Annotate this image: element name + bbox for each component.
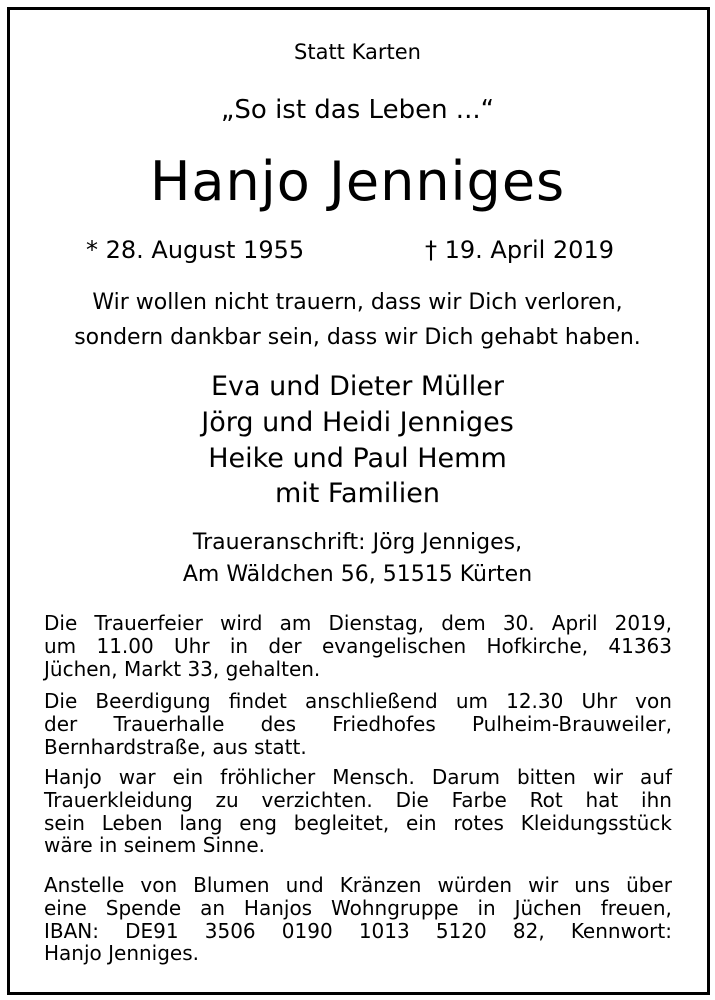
word: eng [239, 810, 277, 835]
word: wir [592, 765, 624, 789]
word: des [260, 711, 297, 736]
burial-paragraph [44, 690, 672, 758]
word: Trauerhalle [113, 711, 225, 736]
death-date: † 19. April 2019 [425, 236, 614, 264]
word: Die [395, 787, 429, 812]
word: 5120 [435, 918, 487, 943]
word: verzichten. [261, 787, 373, 812]
word: freuen, [600, 895, 672, 920]
word: Trauerfeier [94, 611, 203, 635]
word: Dienstag, [328, 611, 425, 635]
verse-line: sondern dankbar sein, dass wir Dich gehabt haben. [74, 325, 641, 350]
word: April [551, 611, 598, 635]
word: Leben [101, 810, 163, 835]
word: Kennwort: [570, 918, 672, 943]
word: DE91 [125, 918, 179, 943]
word: von [635, 689, 672, 713]
word: Rot [529, 787, 563, 812]
motto-quote: „So ist das Leben ...“ [220, 95, 495, 125]
word: zu [215, 787, 239, 812]
mourner-name: mit Familien [274, 478, 441, 509]
word: Blumen [193, 873, 270, 897]
word: sein [44, 810, 85, 835]
word: war [118, 765, 156, 789]
word: Beerdigung [95, 689, 211, 713]
justified-line [44, 874, 672, 897]
word: in [477, 895, 496, 920]
justified-line [44, 812, 672, 835]
word: Kleidungsstück [520, 810, 672, 835]
word: Trauerkleidung [44, 787, 193, 812]
word: der [268, 633, 302, 658]
word: Mensch. [332, 765, 415, 789]
word: 0190 [281, 918, 333, 943]
word: evangelischen [321, 633, 467, 658]
word: dem [441, 611, 486, 635]
dress-code-paragraph [44, 766, 672, 857]
word: 3506 [204, 918, 256, 943]
word: Wohngruppe [331, 895, 459, 920]
word: 11.00 [96, 633, 154, 658]
birth-date: * 28. August 1955 [86, 236, 305, 264]
word: 2019, [614, 611, 672, 635]
last-line: Hanjo Jenniges. [44, 941, 200, 966]
word: Die [44, 689, 78, 713]
mourner-name: Heike und Paul Hemm [208, 443, 507, 474]
verse-line: Wir wollen nicht trauern, dass wir Dich verloren, [92, 290, 623, 315]
word: Friedhofes [332, 711, 436, 736]
word: 41363 [608, 633, 672, 658]
word: um [44, 633, 77, 658]
word: Hofkirche, [486, 633, 589, 658]
word: 30. [502, 611, 535, 635]
word: Hanjo [44, 765, 102, 789]
justified-line [44, 635, 672, 658]
word: Uhr [174, 633, 210, 658]
word: begleitet, [293, 810, 390, 835]
donation-paragraph [44, 874, 672, 965]
word: Farbe [451, 787, 507, 812]
word: Kränzen [339, 873, 422, 897]
justified-line [44, 766, 672, 789]
word: ein [406, 810, 437, 835]
justified-line [44, 920, 672, 943]
word: und [285, 873, 324, 897]
word: am [279, 611, 312, 635]
word: lang [179, 810, 223, 835]
word: Die [44, 611, 78, 635]
word: wird [219, 611, 263, 635]
funeral-service-paragraph [44, 612, 672, 680]
word: von [140, 873, 178, 897]
word: um [455, 689, 488, 713]
word: anschließend [304, 689, 438, 713]
word: fröhlicher [220, 765, 316, 789]
mourning-address-line: Traueranschrift: Jörg Jenniges, [192, 530, 523, 555]
word: auf [640, 765, 672, 789]
word: hat [585, 787, 619, 812]
statt-karten-label: Statt Karten [294, 40, 421, 64]
word: an [200, 895, 225, 920]
justified-line [44, 612, 672, 635]
word: IBAN: [44, 918, 99, 943]
last-line: Jüchen, Markt 33, gehalten. [44, 656, 321, 681]
word: wir [528, 873, 559, 897]
word: 82, [512, 918, 545, 943]
word: findet [228, 689, 287, 713]
word: Jüchen [514, 895, 582, 920]
mourner-name: Jörg und Heidi Jenniges [201, 407, 514, 438]
word: uns [574, 873, 611, 897]
word: Uhr [581, 689, 618, 713]
word: Darum [431, 765, 500, 789]
last-line: Bernhardstraße, aus statt. [44, 734, 307, 759]
word: über [626, 873, 672, 897]
word: Hanjos [243, 895, 313, 920]
justified-line [44, 690, 672, 713]
word: würden [437, 873, 513, 897]
mourning-address-line: Am Wäldchen 56, 51515 Kürten [182, 562, 533, 587]
deceased-name: Hanjo Jenniges [149, 150, 566, 213]
mourner-name: Eva und Dieter Müller [210, 371, 505, 402]
word: in [229, 633, 249, 658]
word: Anstelle [44, 873, 125, 897]
word: rotes [453, 810, 504, 835]
word: eine [44, 895, 87, 920]
word: Pulheim-Brauweiler, [471, 711, 672, 736]
word: Spende [105, 895, 182, 920]
word: bitten [516, 765, 576, 789]
justified-line [44, 897, 672, 920]
justified-line [44, 789, 672, 812]
word: 12.30 [506, 689, 564, 713]
word: ein [172, 765, 204, 789]
word: ihn [641, 787, 672, 812]
word: der [44, 711, 78, 736]
word: 1013 [358, 918, 410, 943]
last-line: wäre in seinem Sinne. [44, 833, 266, 858]
justified-line [44, 713, 672, 736]
